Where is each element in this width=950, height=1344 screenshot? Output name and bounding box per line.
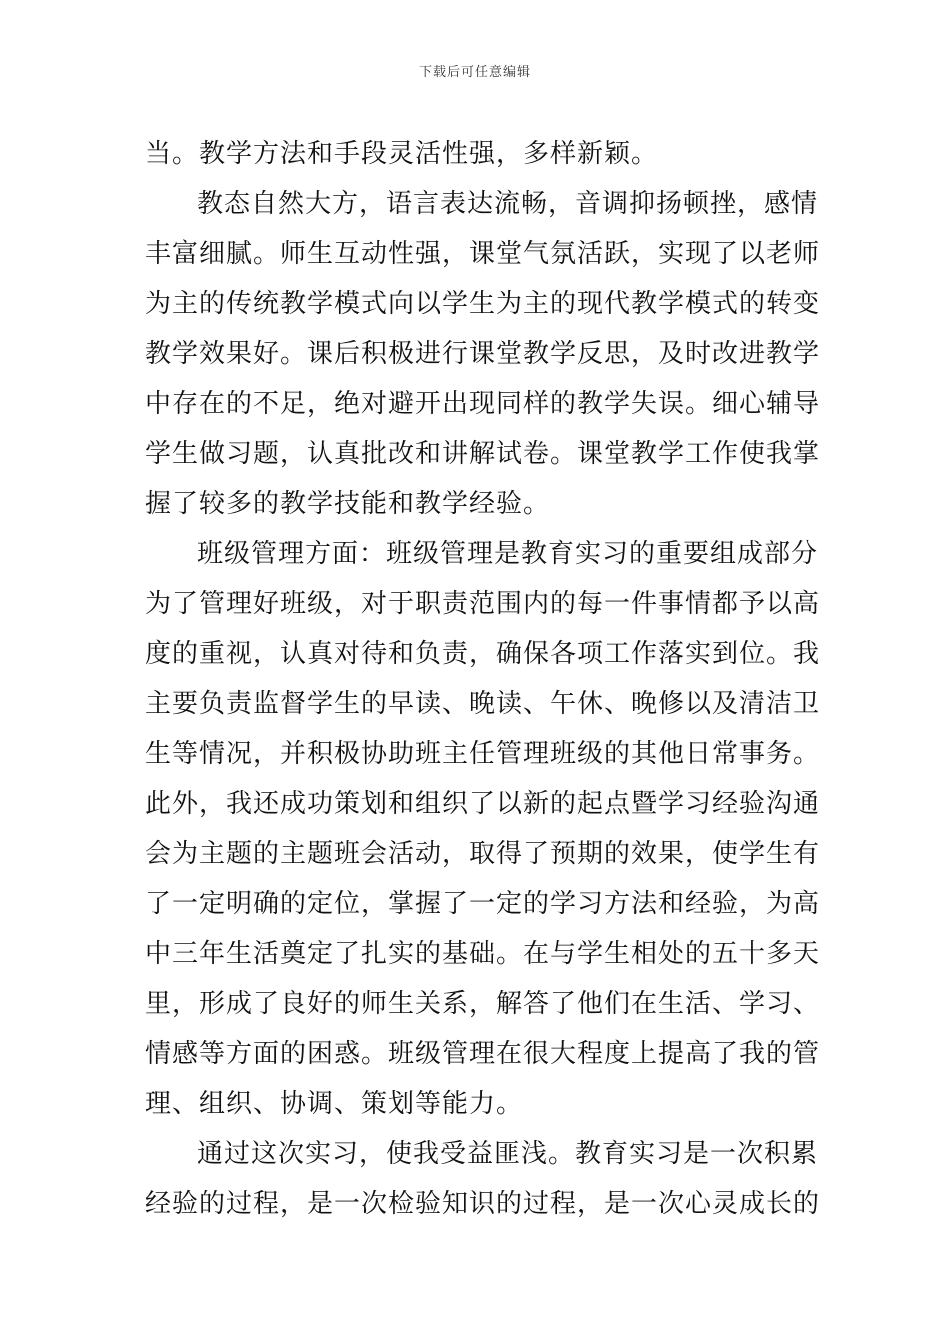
text-line: 度的重视，认真对待和负责，确保各项工作落实到位。我 bbox=[145, 639, 821, 669]
text-line: 情感等方面的困惑。班级管理在很大程度上提高了我的管 bbox=[145, 1039, 821, 1069]
text-line: 学生做习题，认真批改和讲解试卷。课堂教学工作使我掌 bbox=[145, 439, 821, 469]
text-line: 为主的传统教学模式向以学生为主的现代教学模式的转变 bbox=[145, 289, 821, 319]
paragraph bbox=[145, 129, 807, 179]
text-line: 教学效果好。课后积极进行课堂教学反思，及时改进教学 bbox=[145, 339, 821, 369]
paragraph bbox=[145, 1129, 821, 1229]
text-line: 主要负责监督学生的早读、晚读、午休、晚修以及清洁卫 bbox=[145, 689, 821, 719]
document-body bbox=[145, 129, 821, 1229]
text-line: 了一定明确的定位，掌握了一定的学习方法和经验，为高 bbox=[145, 889, 821, 919]
paragraph bbox=[145, 179, 821, 529]
text-line: 中三年生活奠定了扎实的基础。在与学生相处的五十多天 bbox=[145, 939, 821, 969]
text-line: 理、组织、协调、策划等能力。 bbox=[145, 1089, 524, 1119]
page-header: 下载后可任意编辑 bbox=[418, 65, 531, 80]
text-line: 此外，我还成功策划和组织了以新的起点暨学习经验沟通 bbox=[145, 789, 821, 819]
text-line: 中存在的不足，绝对避开出现同样的教学失误。细心辅导 bbox=[145, 389, 821, 419]
text-line: 教态自然大方，语言表达流畅，音调抑扬顿挫，感情 bbox=[197, 189, 819, 219]
text-line: 当。教学方法和手段灵活性强，多样新颖。 bbox=[145, 139, 659, 169]
text-line: 经验的过程，是一次检验知识的过程，是一次心灵成长的 bbox=[145, 1189, 821, 1219]
text-line: 通过这次实习，使我受益匪浅。教育实习是一次积累 bbox=[197, 1139, 819, 1169]
text-line: 生等情况，并积极协助班主任管理班级的其他日常事务。 bbox=[145, 739, 821, 769]
text-line: 班级管理方面：班级管理是教育实习的重要组成部分 bbox=[197, 539, 819, 569]
text-line: 会为主题的主题班会活动，取得了预期的效果，使学生有 bbox=[145, 839, 821, 869]
text-line: 为了管理好班级，对于职责范围内的每一件事情都予以高 bbox=[145, 589, 821, 619]
text-line: 里，形成了良好的师生关系，解答了他们在生活、学习、 bbox=[145, 989, 821, 1019]
text-line: 握了较多的教学技能和教学经验。 bbox=[145, 489, 551, 519]
paragraph bbox=[145, 529, 821, 1129]
text-line: 丰富细腻。师生互动性强，课堂气氛活跃，实现了以老师 bbox=[145, 239, 821, 269]
